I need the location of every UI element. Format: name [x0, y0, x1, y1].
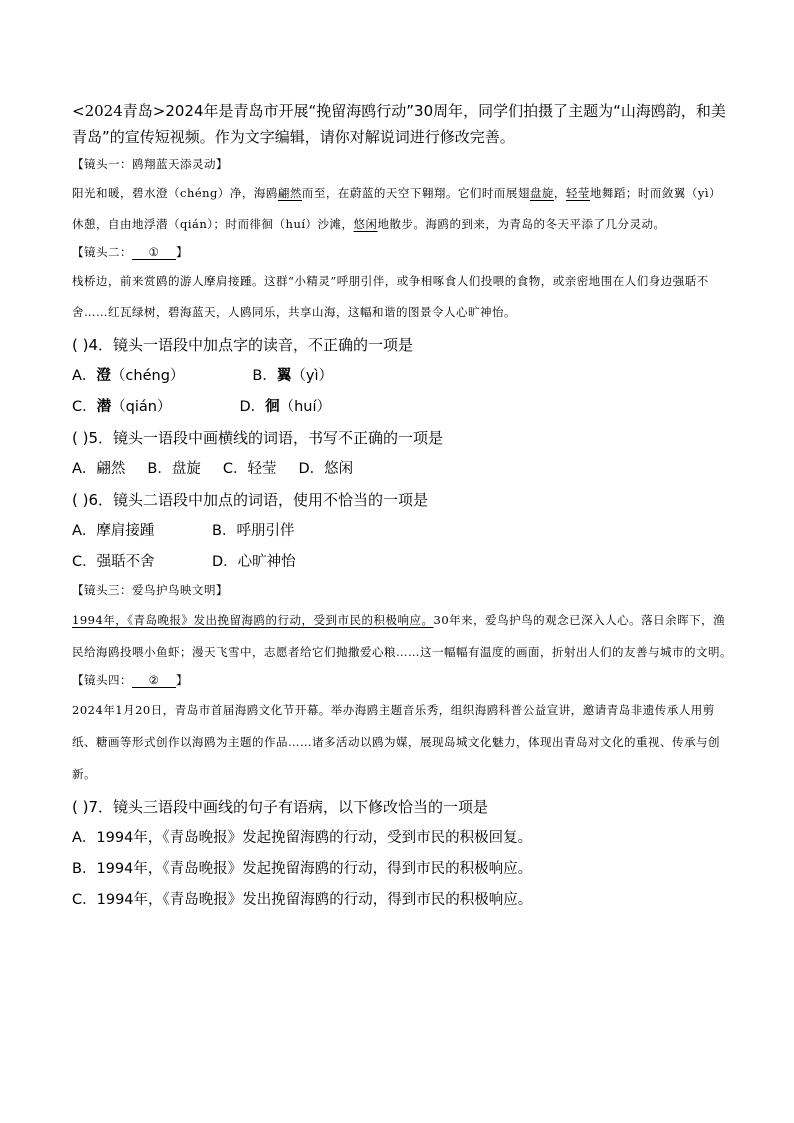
q4-option-pinyin: （huí）	[279, 399, 332, 415]
q6-option-d: D．心旷神怡	[212, 554, 296, 570]
q4-option-char: 澄	[96, 368, 111, 384]
shot4-blank	[132, 670, 176, 690]
shot1-underlined-2: 盘旋	[529, 186, 554, 200]
question-7: ( )7．镜头三语段中画线的句子有语病，以下修改恰当的一项是	[72, 798, 489, 816]
q4-option-char: 翼	[276, 368, 292, 384]
exam-page	[72, 98, 732, 916]
shot2-heading-suffix: 】	[176, 245, 189, 259]
shot4-blank-number: ②	[148, 673, 160, 687]
shot4-heading-prefix: 【镜头四：	[72, 673, 132, 687]
q4-option-d	[239, 392, 331, 423]
shot1-text-1: 阳光和暖，碧水澄（chéng）净，海鸥	[72, 186, 278, 200]
question-6: ( )6．镜头二语段中加点的词语，使用不恰当的一项是	[72, 491, 429, 509]
shot1-text-4: 地舞蹈；时而敛翼（yì）休憩，自由地浮潜（qián）；时而徘徊（huí）沙滩，	[72, 186, 722, 231]
shot1-underlined-4: 悠闲	[353, 217, 378, 231]
shot1-text-2: 而至，在蔚蓝的天空下翱翔。它们时而展翅	[301, 186, 530, 200]
shot1-heading: 【镜头一：鸥翔蓝天添灵动】	[72, 157, 228, 171]
shot1-text-5: 地散步。海鸥的到来，为青岛的冬天平添了几分灵动。	[377, 217, 666, 231]
intro-text: 2024年是青岛市开展“挽留海鸥行动”30周年，同学们拍摄了主题为“山海鸥韵，和美青岛”的宣传短视频。作为文字编辑，请你对解说词进行修改完善。	[72, 102, 726, 146]
q4-options-row-2	[72, 392, 732, 423]
shot4-heading	[72, 670, 732, 690]
shot2-paragraph: 栈桥边，前来赏鸥的游人摩肩接踵。这群“小精灵”呼朋引伴，或争相啄食人们投喂的食物，或亲密地围在人们身边强聒不舍……红瓦绿树，碧海蓝天，人鸥同乐，共享山海，这幅和谐的图景令人心旷神怡。	[72, 274, 709, 319]
q5-option-d: D．悠闲	[298, 461, 354, 477]
question-4: ( )4．镜头一语段中加点字的读音，不正确的一项是	[72, 336, 414, 354]
q7-option-b: B．1994年，《青岛晚报》发起挽留海鸥的行动，得到市民的积极响应。	[72, 861, 533, 877]
shot1-underlined-1: 翩然	[277, 186, 302, 200]
q5-options-row	[72, 454, 732, 485]
q5-option-c: C．轻莹	[222, 461, 277, 477]
q5-option-a: A．翩然	[72, 461, 126, 477]
shot3-paragraph	[72, 604, 732, 668]
q4-option-letter: B．	[252, 368, 277, 384]
shot2-blank	[132, 242, 176, 262]
q4-option-pinyin: （chéng）	[110, 368, 185, 384]
shot1-underlined-3: 轻莹	[565, 186, 590, 200]
intro-paragraph	[72, 98, 732, 150]
q6-option-a: A．摩肩接踵	[72, 523, 155, 539]
shot4-paragraph: 2024年1月20日，青岛市首届海鸥文化节开幕。举办海鸥主题音乐秀，组织海鸥科普公益宣讲，邀请青岛非遗传承人用剪纸、糖画等形式创作以海鸥为主题的作品……诸多活动以鸥为媒，展现岛城文化魅力，体现出青岛对文化的重视、传承与创新。	[72, 703, 720, 781]
q4-option-pinyin: （qián）	[111, 399, 172, 415]
q6-option-c: C．强聒不舍	[72, 554, 155, 570]
q5-option-b: B．盘旋	[147, 461, 201, 477]
q6-options-row-2	[72, 547, 732, 578]
shot3-heading: 【镜头三：爱鸟护鸟映文明】	[72, 583, 228, 597]
shot2-heading	[72, 242, 732, 262]
q7-option-c: C．1994年，《青岛晚报》发出挽留海鸥的行动，得到市民的积极响应。	[72, 892, 533, 908]
q4-option-char: 潜	[96, 399, 112, 415]
q4-option-letter: D．	[239, 399, 266, 415]
shot4-heading-suffix: 】	[176, 673, 189, 687]
shot1-text-3: ，	[553, 186, 566, 200]
intro-tag: <2024青岛>	[72, 102, 166, 120]
q4-option-char: 徊	[265, 399, 280, 415]
q4-option-a	[72, 361, 184, 392]
shot3-underlined-sentence: 1994年，《青岛晚报》发出挽留海鸥的行动，受到市民的积极响应。	[72, 613, 434, 627]
q6-option-b: B．呼朋引伴	[212, 523, 295, 539]
q4-option-b	[252, 361, 333, 392]
shot1-paragraph	[72, 178, 732, 240]
q4-options-row-1	[72, 361, 732, 392]
q4-option-letter: A．	[72, 368, 97, 384]
q4-option-letter: C．	[72, 399, 97, 415]
shot3-text: 30年来，爱鸟护鸟的观念已深入人心。落日余晖下，渔民给海鸥投喂小鱼虾；漫天飞雪中，志愿者给它们抛撒爱心粮……这一幅幅有温度的画面，折射出人们的友善与城市的文明。	[72, 613, 732, 659]
question-5: ( )5．镜头一语段中画横线的词语，书写不正确的一项是	[72, 429, 444, 447]
q4-option-pinyin: （yì）	[291, 368, 333, 384]
q4-option-c	[72, 392, 171, 423]
q7-option-a: A．1994年，《青岛晚报》发起挽留海鸥的行动，受到市民的积极回复。	[72, 830, 533, 846]
q6-options-row-1	[72, 516, 732, 547]
shot2-blank-number: ①	[148, 245, 160, 259]
shot2-heading-prefix: 【镜头二：	[72, 245, 132, 259]
